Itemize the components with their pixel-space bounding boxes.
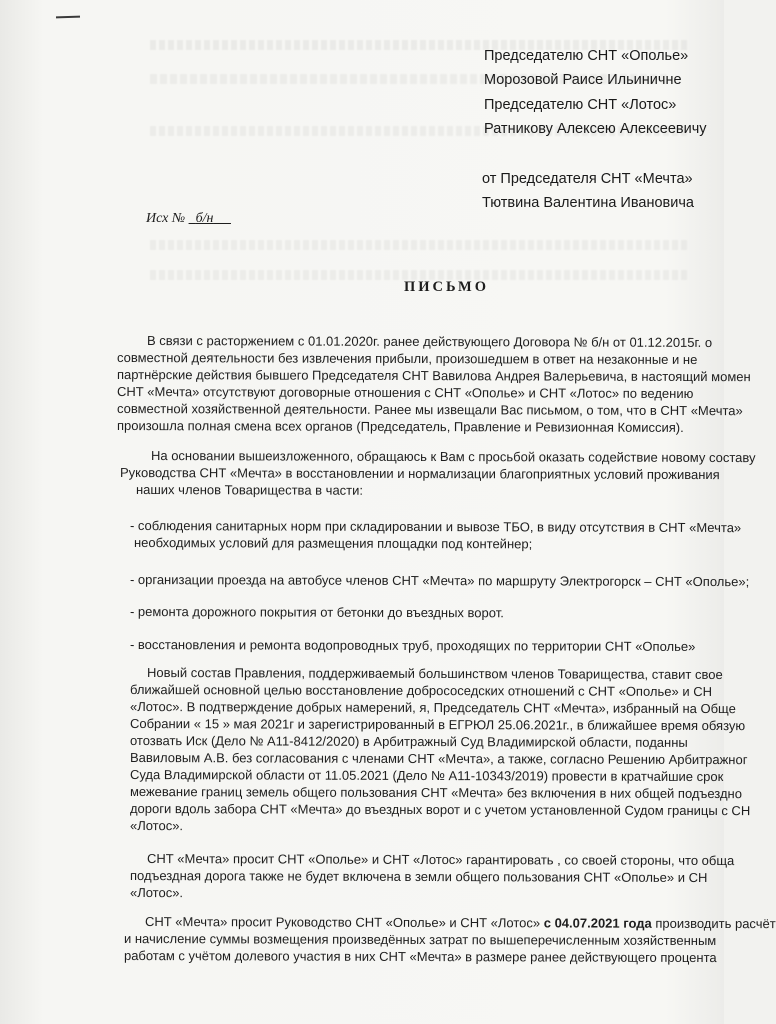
body-line: - организации проезда на автобусе членов СНТ «Мечта» по маршруту Электрогорск – СНТ «Ополье»; [129,572,750,590]
body-line: и начисление суммы возмещения произведённых затрат по вышеперечисленным хозяйственным [123,931,717,949]
body-line: наших членов Товарищества в части: [135,482,364,498]
body-line: совместной деятельности без извлечения прибыли, произошедшем в ответ на незаконные и не [116,350,698,368]
bleed-through [150,240,690,250]
body-line: Собрании « 15 » мая 2021г и зарегистрированный в ЕГРЮЛ 25.06.2021г., в ближайшее время обязую [129,716,746,734]
outgoing-ref-prefix: Исх № [146,211,186,226]
body-line: В связи с расторжением с 01.01.2020г. ранее действующего Договора № б/н от 01.12.2015г. о [146,333,713,350]
addressee-line-3: Председателю СНТ «Лотос» [484,97,677,113]
body-line: работам с учётом долевого участия в них СНТ «Мечта» в размере ранее действующего процента [123,948,717,966]
outgoing-ref-number: б/н [195,211,214,226]
outgoing-ref [146,211,231,227]
body-line: «Лотос». [129,885,184,901]
body-line: произошла полная смена всех органов (Председатель, Правление и Ревизионная Комиссия). [116,418,684,435]
body-line: Руководства СНТ «Мечта» в восстановлении и нормализации благоприятных условий проживания [119,465,720,483]
body-line: дороги вдоль забора СНТ «Мечта» до въездных ворот и с учетом установленной Судом границы с СН [129,801,751,819]
body-line: - соблюдения санитарных норм при складировании и вывозе ТБО, в виду отсутствия в СНТ «Мечта» [129,518,742,536]
body-line: Суда Владимирской области от 11.05.2021 (Дело № А11-10343/2019) провести в кратчайшие срок [129,767,724,785]
body-line: - восстановления и ремонта водопроводных труб, проходящих по территории СНТ «Ополье» [129,637,696,654]
body-line-with-date: СНТ «Мечта» просит Руководство СНТ «Ополье» и СНТ «Лотос» с 04.07.2021 года производить расчёт [144,914,776,932]
body-line: межевание границ земель общего пользования СНТ «Мечта» без включения в них общей подъездно [129,784,743,802]
addressee-line-4: Ратникову Алексею Алексеевичу [484,121,707,137]
body-line: партнёрские действия бывшего Председателя СНТ Вавилова Андрея Валерьевича, в настоящий момен [116,367,751,385]
body-line: совместной хозяйственной деятельности. Ранее мы извещали Вас письмом, о том, что в СНТ «Мечта» [116,401,743,419]
body-line: отозвать Иск (Дело № А11-8412/2020) в Арбитражный Суд Владимирской области, поданны [129,733,688,750]
body-line: подъездная дорога также не будет включена в земли общего пользования СНТ «Ополье» и СН [129,868,708,886]
body-line: СНТ «Мечта» просит СНТ «Ополье» и СНТ «Лотос» гарантировать , со своей стороны, что обща [146,851,735,869]
body-line: СНТ «Мечта» отсутствуют договорные отношения с СНТ «Ополье» и СНТ «Лотос» по ведению [116,384,694,402]
body-line: «Лотос». В подтверждение добрых намерений, я, Председатель СНТ «Мечта», избранный на Обще [129,699,736,717]
sender-line-2: Тютвина Валентина Ивановича [482,195,694,211]
bold-date: с 04.07.2021 года [543,915,652,931]
sender-line-1: от Председателя СНТ «Мечта» [482,171,693,187]
letter-title: ПИСЬМО [404,279,489,295]
body-line: На основании вышеизложенного, обращаюсь к Вам с просьбой оказать содействие новому составу [150,448,756,466]
body-line: «Лотос». [129,818,184,834]
body-line: - ремонта дорожного покрытия от бетонки до въездных ворот. [129,604,504,621]
addressee-line-2: Морозовой Раисе Ильиничне [484,72,682,88]
body-line: необходимых условий для размещения площадки под контейнер; [133,535,533,552]
body-line: Новый состав Правления, поддерживаемый большинством членов Товарищества, ставит свое [146,665,723,683]
body-line: Вавиловым А.В. без согласования с членами СНТ «Мечта», а также, согласно Решению Арбитражног [129,750,748,768]
binder-mark [56,16,80,19]
addressee-line-1: Председателю СНТ «Ополье» [484,48,689,64]
body-line: ближайшей основной целью восстановление добрососедских отношений с СНТ «Ополье» и СН [129,682,713,700]
